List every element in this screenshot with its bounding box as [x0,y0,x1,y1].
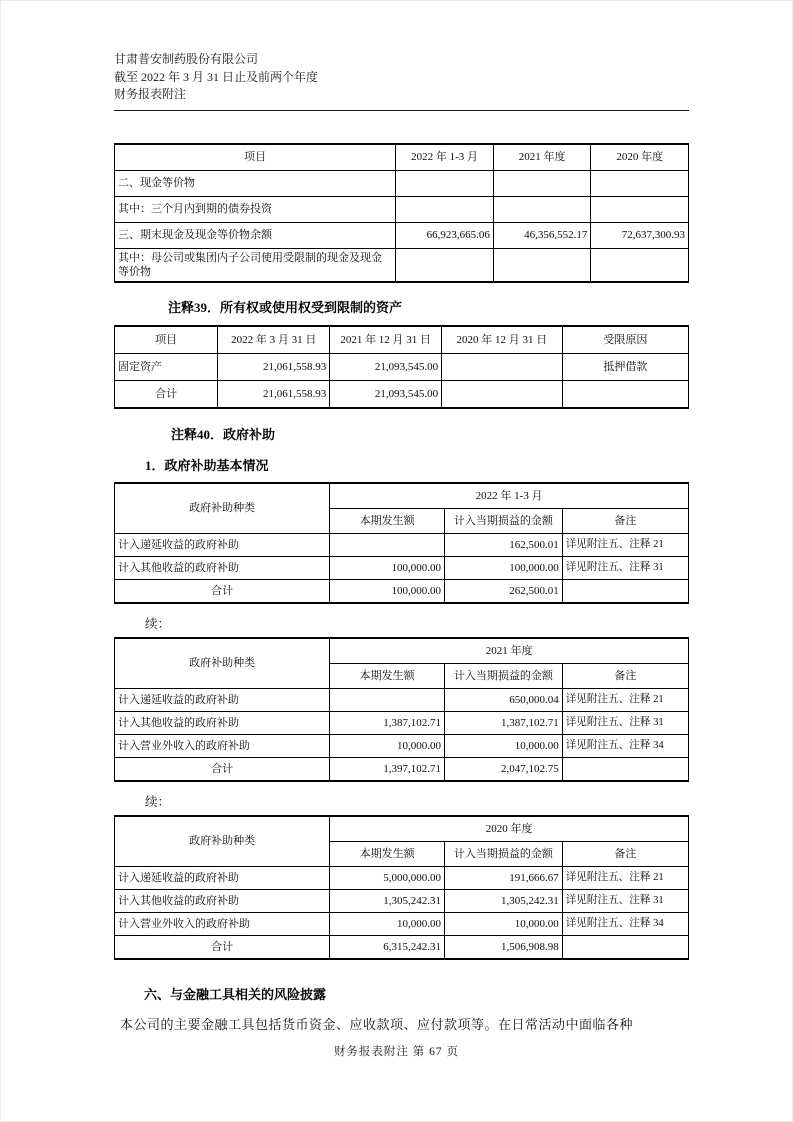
subsidy-table-2021 [114,637,689,782]
item-label-cell: 合计 [115,380,218,408]
header-period: 2020 年度 [330,816,689,842]
table-row [115,912,689,935]
amount-incurred-cell: 100,000.00 [330,556,445,579]
amount-in-pl-cell: 262,500.01 [445,579,563,603]
subsidy-type-cell: 计入递延收益的政府补助 [115,866,330,889]
subsidy-type-cell: 计入其他收益的政府补助 [115,711,330,734]
amount-2020-cell: 72,637,300.93 [591,222,689,248]
subsidy-type-cell: 计入其他收益的政府补助 [115,889,330,912]
subsidy-type-cell: 计入营业外收入的政府补助 [115,912,330,935]
remark-cell: 详见附注五、注释 34 [562,734,688,757]
subsidy-type-cell: 计入营业外收入的政府补助 [115,734,330,757]
header-2022: 2022 年 1-3 月 [396,144,494,171]
amount-incurred-cell [330,533,445,556]
section6-title: 六、与金融工具相关的风险披露 [144,986,327,1002]
header-amount-in-pl: 计入当期损益的金额 [445,508,563,533]
table-row [115,734,689,757]
amount-2022-cell [396,170,494,196]
amount-incurred-cell: 5,000,000.00 [330,866,445,889]
remark-cell: 详见附注五、注释 31 [562,556,688,579]
amount-incurred-cell: 1,397,102.71 [330,757,445,781]
header-item: 项目 [115,326,218,354]
table-header-row [115,816,689,842]
document-type: 财务报表附注 [114,87,187,101]
header-amount-incurred: 本期发生额 [330,663,445,688]
table-header-row [115,638,689,664]
header-subsidy-type: 政府补助种类 [115,483,330,534]
table-row [115,196,689,222]
header-period: 2021 年度 [330,638,689,664]
subsidy-type-cell: 合计 [115,579,330,603]
amount-in-pl-cell: 1,506,908.98 [445,935,563,959]
subsidy-table-2020 [114,815,689,960]
amount-2020-cell [591,248,689,282]
table-row [115,556,689,579]
table-row [115,688,689,711]
amount-incurred-cell [330,688,445,711]
header-amount-in-pl: 计入当期损益的金额 [445,841,563,866]
note40-subtitle: 1．政府补助基本情况 [145,457,269,473]
report-period: 截至 2022 年 3 月 31 日止及前两个年度 [114,69,319,84]
table-header-row [115,483,689,509]
item-label-cell: 三、期末现金及现金等价物余额 [115,222,396,248]
amount-2022-cell [396,248,494,282]
subsidy-type-cell: 计入递延收益的政府补助 [115,533,330,556]
section6-paragraph: 本公司的主要金融工具包括货币资金、应收款项、应付款项等。在日常活动中面临各种 [120,1016,634,1032]
amount-incurred-cell: 100,000.00 [330,579,445,603]
amount-in-pl-cell: 10,000.00 [445,734,563,757]
amount-in-pl-cell: 191,666.67 [445,866,563,889]
header-remark: 备注 [562,508,688,533]
amount-2022-03-31-cell: 21,061,558.93 [218,353,330,380]
amount-in-pl-cell: 162,500.01 [445,533,563,556]
amount-2021-cell [493,248,591,282]
table-row [115,935,689,959]
restricted-assets-table [114,325,689,409]
header-2021-12-31: 2021 年 12 月 31 日 [330,326,442,354]
amount-2020-cell [591,196,689,222]
remark-cell: 详见附注五、注释 21 [562,866,688,889]
table-row [115,170,689,196]
header-2021: 2021 年度 [493,144,591,171]
header-item: 项目 [115,144,396,171]
company-name: 甘肃普安制药股份有限公司 [114,52,259,66]
remark-cell: 详见附注五、注释 31 [562,889,688,912]
amount-2021-12-31-cell: 21,093,545.00 [330,353,442,380]
table-row [115,866,689,889]
table-row [115,222,689,248]
amount-2020-12-31-cell [442,380,563,408]
amount-2022-cell: 66,923,665.06 [396,222,494,248]
subsidy-type-cell: 合计 [115,757,330,781]
header-restriction-reason: 受限原因 [562,326,688,354]
subsidy-type-cell: 计入其他收益的政府补助 [115,556,330,579]
amount-in-pl-cell: 100,000.00 [445,556,563,579]
table-row [115,380,689,408]
table-header-row [115,326,689,354]
amount-incurred-cell: 1,305,242.31 [330,889,445,912]
amount-2021-cell [493,196,591,222]
amount-2021-cell: 46,356,552.17 [493,222,591,248]
page-footer: 财务报表附注 第 67 页 [333,1046,460,1058]
header-remark: 备注 [562,841,688,866]
remark-cell: 详见附注五、注释 34 [562,912,688,935]
amount-in-pl-cell: 1,305,242.31 [445,889,563,912]
table-row [115,757,689,781]
table-header-row [115,144,689,171]
header-subsidy-type: 政府补助种类 [115,816,330,867]
subsidy-type-cell: 计入递延收益的政府补助 [115,688,330,711]
item-label-cell: 固定资产 [115,353,218,380]
amount-2022-03-31-cell: 21,061,558.93 [218,380,330,408]
restriction-reason-cell: 抵押借款 [562,353,688,380]
remark-cell [562,757,688,781]
page-content [114,51,689,1034]
remark-cell: 详见附注五、注释 21 [562,688,688,711]
header-remark: 备注 [562,663,688,688]
note39-title: 注释39．所有权或使用权受到限制的资产 [168,299,403,315]
header-period: 2022 年 1-3 月 [330,483,689,509]
table-row [115,533,689,556]
remark-cell [562,935,688,959]
remark-cell: 详见附注五、注释 31 [562,711,688,734]
table-row [115,889,689,912]
remark-cell [562,579,688,603]
amount-in-pl-cell: 2,047,102.75 [445,757,563,781]
header-2022-03-31: 2022 年 3 月 31 日 [218,326,330,354]
continue-label: 续： [145,794,171,809]
remark-cell: 详见附注五、注释 21 [562,533,688,556]
header-2020: 2020 年度 [591,144,689,171]
amount-incurred-cell: 10,000.00 [330,912,445,935]
amount-in-pl-cell: 10,000.00 [445,912,563,935]
subsidy-type-cell: 合计 [115,935,330,959]
amount-2022-cell [396,196,494,222]
amount-incurred-cell: 10,000.00 [330,734,445,757]
header-amount-incurred: 本期发生额 [330,841,445,866]
restriction-reason-cell [562,380,688,408]
item-label-cell: 其中：母公司或集团内子公司使用受限制的现金及现金等价物 [115,248,396,282]
header-amount-incurred: 本期发生额 [330,508,445,533]
table-row [115,353,689,380]
table-row [115,579,689,603]
note40-title: 注释40．政府补助 [171,426,276,442]
header-2020-12-31: 2020 年 12 月 31 日 [442,326,563,354]
amount-2020-12-31-cell [442,353,563,380]
amount-in-pl-cell: 650,000.04 [445,688,563,711]
continue-label: 续： [145,616,171,631]
table-row [115,711,689,734]
amount-incurred-cell: 6,315,242.31 [330,935,445,959]
document-header [114,51,689,104]
header-subsidy-type: 政府补助种类 [115,638,330,689]
item-label-cell: 二、现金等价物 [115,170,396,196]
amount-incurred-cell: 1,387,102.71 [330,711,445,734]
amount-in-pl-cell: 1,387,102.71 [445,711,563,734]
amount-2021-12-31-cell: 21,093,545.00 [330,380,442,408]
table-row [115,248,689,282]
header-divider [114,110,689,111]
amount-2020-cell [591,170,689,196]
item-label-cell: 其中：三个月内到期的债券投资 [115,196,396,222]
subsidy-table-2022 [114,482,689,604]
cash-equivalents-table [114,143,689,283]
amount-2021-cell [493,170,591,196]
header-amount-in-pl: 计入当期损益的金额 [445,663,563,688]
